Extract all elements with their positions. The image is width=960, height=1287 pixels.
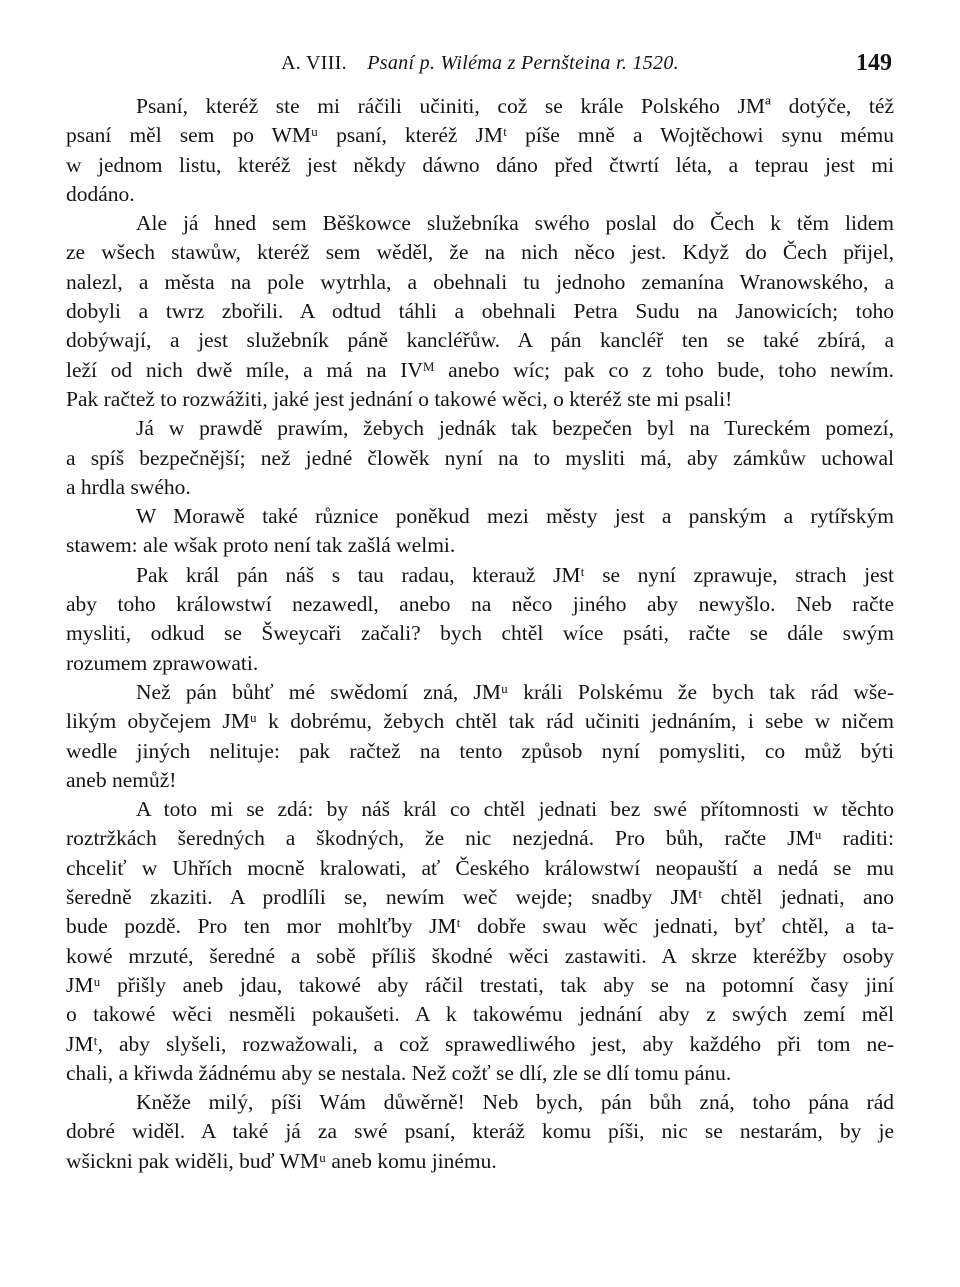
page-number: 149: [856, 50, 892, 76]
text-line: Kněže milý, píši Wám důwěrně! Neb bych, pán bůh zná, toho pána rád: [136, 1090, 894, 1115]
text-line: dobýwají, a jest služebník páně kancléřůw. A pán kancléř ten se také zbírá, a: [66, 328, 894, 353]
text-line: roztržkách šeredných a škodných, že nic nezjedná. Pro bůh, račte JMᵘ raditi:: [66, 826, 894, 851]
text-line: rozumem zprawowati.: [66, 650, 259, 675]
text-line: dobré widěl. A také já za swé psaní, kteráž komu píši, nic se nestarám, by je: [66, 1119, 894, 1144]
text-line: bude pozdě. Pro ten mor mohlťby JMᵗ dobře swau wěc jednati, byť chtěl, a ta-: [66, 914, 894, 939]
text-line: chali, a křiwda žádnému aby se nestala. Než cožť se dlí, zle se dlí tomu pánu.: [66, 1060, 732, 1085]
text-line: Ale já hned sem Běškowce služebníka swého poslal do Čech k těm lidem: [136, 211, 894, 236]
text-line: Psaní, kteréž ste mi ráčili učiniti, což se krále Polského JMª dotýče, též: [136, 94, 894, 118]
section-number: A. VIII.: [281, 52, 347, 74]
text-line: wšickni pak widěli, buď WMᵘ aneb komu jinému.: [66, 1148, 497, 1173]
text-line: kowé mrzuté, šeredné a sobě příliš škodné wěci zastawiti. A skrze kteréžby osoby: [66, 943, 894, 968]
letter-title: Psaní p. Wiléma z Pernšteina r. 1520.: [367, 52, 679, 74]
text-line: aneb nemůž!: [66, 767, 177, 792]
text-line: JMᵘ přišly aneb jdau, takowé aby ráčil trestati, tak aby se na potomní časy jiní: [66, 972, 894, 997]
text-line: Já w prawdě prawím, žebych jednák tak bezpečen byl na Tureckém pomezí,: [136, 416, 894, 441]
text-line: psaní měl sem po WMᵘ psaní, kteréž JMᵗ píše mně a Wojtěchowi synu mému: [66, 123, 894, 148]
text-line: A toto mi se zdá: by náš král co chtěl jednati bez swé přítomnosti w těchto: [136, 797, 894, 822]
text-line: mysliti, odkud se Šweycaři začali? bych chtěl wíce psáti, račte se dále swým: [66, 621, 894, 646]
text-line: nalezl, a města na pole wytrhla, a obehnali tu jednoho zemanína Wranowského, a: [66, 269, 894, 294]
text-line: w jednom listu, kteréž jest někdy dáwno dáno před čtwrtí léta, a teprau jest mi: [66, 152, 894, 177]
text-line: stawem: ale wšak proto není tak zašlá welmi.: [66, 533, 456, 558]
text-line: ze wšech stawůw, kteréž sem wěděl, že na nich něco jest. Když do Čech přijel,: [66, 240, 894, 265]
text-line: Než pán bůhť mé swědomí zná, JMᵘ králi Polskému že bych tak rád wše-: [136, 679, 894, 704]
text-line: leží od nich dwě míle, a má na IVᴹ anebo wíc; pak co z toho bude, toho newím.: [66, 357, 894, 382]
text-line: o takowé wěci nesměli pokaušeti. A k takowému jednání aby z swých zemí měl: [66, 1002, 894, 1027]
text-line: likým obyčejem JMᵘ k dobrému, žebych chtěl tak rád učiniti jednáním, i sebe w ničem: [66, 709, 894, 734]
text-line: dobyli a twrz zbořili. A odtud táhli a obehnali Petra Sudu na Janowicích; toho: [66, 299, 894, 324]
running-header: [66, 46, 894, 80]
text-line: W Morawě také různice poněkud mezi městy jest a panským a rytířským: [136, 504, 894, 529]
text-line: šeredně zkaziti. A prodlíli se, newím weč wejde; snadby JMᵗ chtěl jednati, ano: [66, 885, 894, 910]
text-line: aby toho králowstwí nezawedl, anebo na něco jiného aby newyšlo. Neb račte: [66, 592, 894, 617]
text-line: Pak račtež to rozwážiti, jaké jest jednání o takowé wěci, o kteréž ste mi psali!: [66, 386, 733, 411]
text-line: a spíš bezpečnější; než jedné člowěk nyní na to mysliti má, aby zámkůw uchowal: [66, 445, 894, 470]
letter-body: [66, 92, 894, 1176]
text-line: Pak král pán náš s tau radau, kterauž JMᵗ se nyní zprawuje, strach jest: [136, 562, 894, 587]
text-line: a hrdla swého.: [66, 474, 191, 499]
text-line: wedle jiných nelituje: pak račtež na tento způsob nyní pomysliti, co můž býti: [66, 738, 894, 763]
text-line: chceliť w Uhřích mocně kralowati, ať Českého králowstwí neopauští a nedá se mu: [66, 855, 894, 880]
text-line: JMᵗ, aby slyšeli, rozwažowali, a což sprawedliwého jest, aby každého při tom ne-: [66, 1031, 894, 1056]
running-title: [66, 46, 894, 80]
text-line: dodáno.: [66, 181, 135, 206]
